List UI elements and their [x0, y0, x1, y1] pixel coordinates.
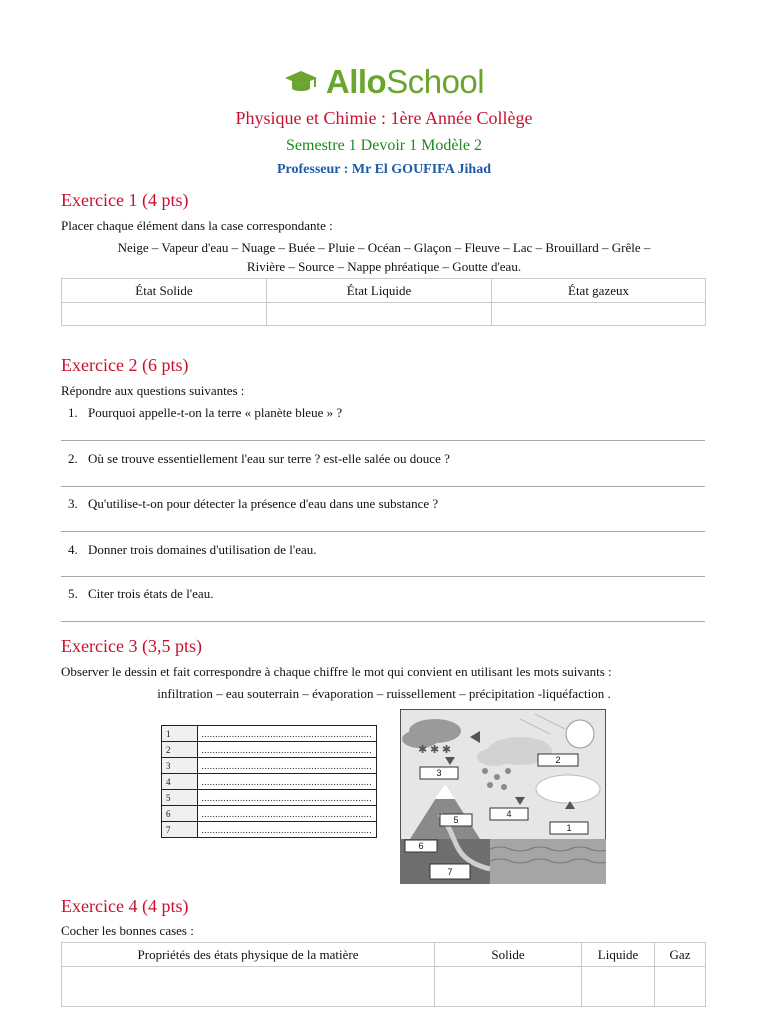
column-gas: Gaz	[655, 943, 706, 967]
properties-table	[61, 942, 706, 1007]
semester-title: Semestre 1 Devoir 1 Modèle 2	[286, 137, 482, 154]
diagram-label-2: 2	[555, 755, 561, 765]
question-3: 3. Qu'utilise-t-on pour détecter la présence d'eau dans une substance ?	[68, 496, 439, 511]
column-gas: État gazeux	[492, 279, 706, 303]
row-number: 1	[162, 726, 198, 742]
column-liquid: Liquide	[582, 943, 655, 967]
alloschool-logo	[0, 62, 768, 102]
subject-title: Physique et Chimie : 1ère Année Collège	[235, 108, 533, 128]
answer-blank[interactable]: ..............................................................	[197, 774, 377, 790]
answer-cell-liquid[interactable]	[267, 303, 492, 326]
row-number: 4	[162, 774, 198, 790]
answer-blank[interactable]: ..............................................................	[197, 822, 377, 838]
exercise-2-instruction: Répondre aux questions suivantes :	[61, 383, 245, 398]
question-1: 1. Pourquoi appelle-t-on la terre « planète bleue » ?	[68, 405, 343, 420]
exercise-1-words-line2: Rivière – Source – Nappe phréatique – Goutte d'eau.	[246, 259, 522, 274]
matching-table	[161, 725, 377, 838]
answer-blank[interactable]: ..............................................................	[197, 742, 377, 758]
question-2: 2. Où se trouve essentiellement l'eau sur terre ? est-elle salée ou douce ?	[68, 451, 450, 466]
exercise-2-title: Exercice 2 (6 pts)	[61, 355, 189, 375]
row-number: 5	[162, 790, 198, 806]
answer-blank[interactable]: ..............................................................	[197, 806, 377, 822]
exercise-4-title: Exercice 4 (4 pts)	[61, 896, 189, 916]
exercise-3-instruction: Observer le dessin et fait correspondre à chaque chiffre le mot qui convient en utilisant les mots suivants :	[61, 664, 612, 679]
exercise-3-words: infiltration – eau souterrain – évaporation – ruissellement – précipitation -liquéfaction .	[157, 686, 611, 701]
question-5: 5. Citer trois états de l'eau.	[68, 586, 214, 601]
exercise-3-title: Exercice 3 (3,5 pts)	[61, 636, 202, 656]
diagram-label-6: 6	[418, 841, 424, 851]
water-cycle-diagram	[400, 709, 606, 884]
answer-blank[interactable]: ..............................................................	[197, 790, 377, 806]
answer-line-2[interactable]	[61, 486, 705, 487]
row-number: 7	[162, 822, 198, 838]
answer-line-1[interactable]	[61, 440, 705, 441]
graduation-cap-icon	[284, 68, 318, 96]
svg-text:✱ ✱ ✱: ✱ ✱ ✱	[418, 744, 452, 756]
answer-cell-solid[interactable]	[62, 303, 267, 326]
column-solid: État Solide	[62, 279, 267, 303]
diagram-label-3: 3	[436, 768, 442, 778]
diagram-label-4: 4	[506, 809, 512, 819]
logo-text: AlloSchool	[325, 63, 485, 100]
states-table	[61, 278, 706, 326]
checkbox-cell-solid[interactable]	[435, 967, 582, 1007]
diagram-label-1: 1	[566, 823, 572, 833]
column-solid: Solide	[435, 943, 582, 967]
row-number: 2	[162, 742, 198, 758]
answer-cell-gas[interactable]	[492, 303, 706, 326]
exercise-4-instruction: Cocher les bonnes cases :	[61, 923, 194, 938]
exercise-1-title: Exercice 1 (4 pts)	[61, 190, 189, 210]
answer-blank[interactable]: ..............................................................	[197, 726, 377, 742]
question-4: 4. Donner trois domaines d'utilisation de l'eau.	[68, 542, 317, 557]
column-properties: Propriétés des états physique de la matière	[62, 943, 435, 967]
answer-line-4[interactable]	[61, 576, 705, 577]
answer-blank[interactable]: ..............................................................	[197, 758, 377, 774]
professor-name: Professeur : Mr El GOUFIFA Jihad	[276, 162, 491, 177]
row-number: 6	[162, 806, 198, 822]
answer-line-3[interactable]	[61, 531, 705, 532]
column-liquid: État Liquide	[267, 279, 492, 303]
exercise-1-instruction: Placer chaque élément dans la case correspondante :	[61, 218, 333, 233]
row-number: 3	[162, 758, 198, 774]
exercise-1-words-line1: Neige – Vapeur d'eau – Nuage – Buée – Pluie – Océan – Glaçon – Fleuve – Lac – Brouillard – Grêle –	[117, 240, 651, 255]
diagram-label-5: 5	[453, 815, 459, 825]
checkbox-cell-liquid[interactable]	[582, 967, 655, 1007]
checkbox-cell-gas[interactable]	[655, 967, 706, 1007]
answer-line-5[interactable]	[61, 621, 705, 622]
diagram-label-7: 7	[447, 867, 453, 877]
property-cell	[62, 967, 435, 1007]
